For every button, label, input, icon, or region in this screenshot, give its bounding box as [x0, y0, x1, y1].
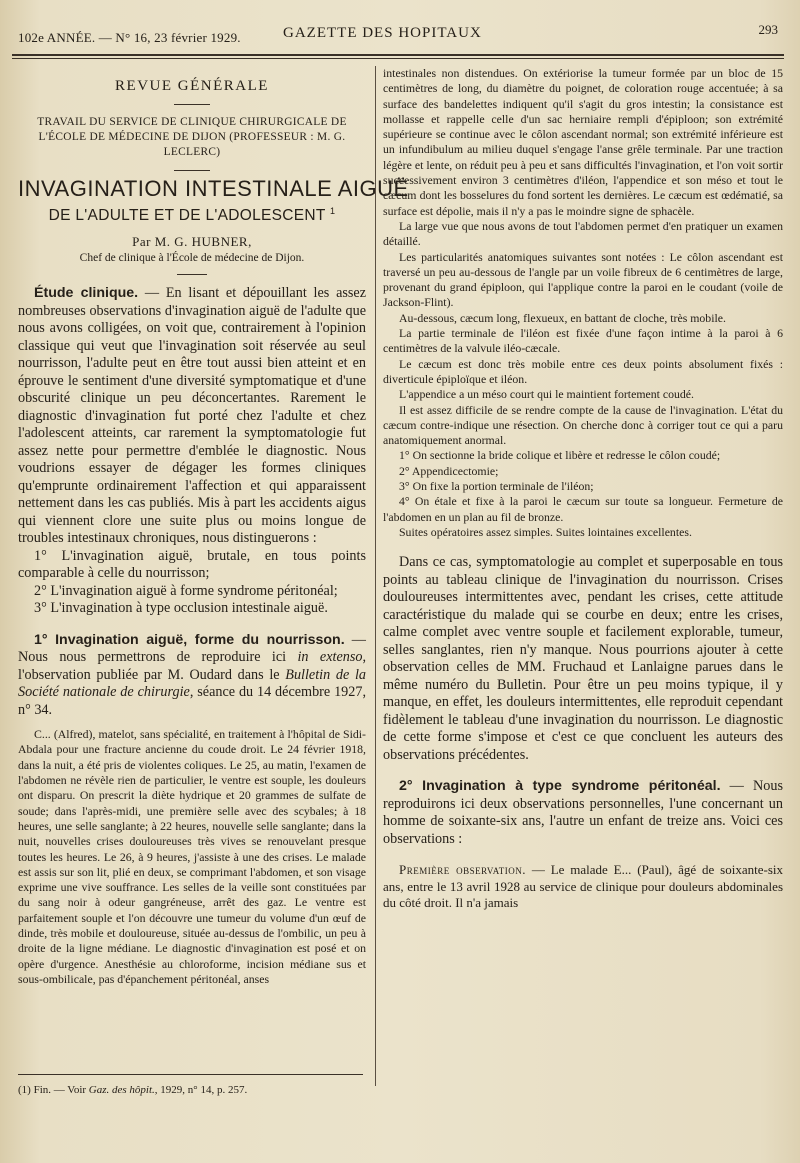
observation-label: Première observation. [399, 862, 526, 878]
operation-step: 2° Appendicectomie; [399, 463, 499, 478]
header-rule-thin [12, 58, 784, 59]
footnote-text: , 1929, n° 14, p. 257. [154, 1084, 248, 1096]
obs-paragraph: Il est assez difficile de se rendre compte de la cause de l'invagination. L'état du cæcum contre-indique une résection. On cherche donc à corriger tout ce qui a paru anatomiquement anormal. [383, 402, 783, 448]
subsection-2-heading: 2° Invagination à type syndrome péritonéal. [399, 778, 721, 795]
obs-paragraph: Suites opératoires assez simples. Suites lointaines excellentes. [399, 524, 692, 539]
obs-paragraph: Au-dessous, cæcum long, flexueux, en battant de cloche, très mobile. [399, 310, 726, 325]
first-observation [383, 862, 783, 912]
footnote-italic: Gaz. des hôpit. [88, 1084, 155, 1096]
footnote [18, 1084, 363, 1096]
operation-step: 1° On sectionne la bride colique et libère et redresse le côlon coudé; [399, 448, 721, 463]
sub1-italic: in extenso [297, 649, 363, 666]
sub1-text: , l'observation publiée par M. Oudard dans le [18, 649, 366, 683]
sub1-italic: Bulletin de la Société nationale de chirurgie [18, 666, 366, 701]
obs-paragraph: Le cæcum est donc très mobile entre ces deux points absolument fixés : diverticule épiploïque et iléon. [383, 356, 783, 386]
sub1-text: , séance du 14 décembre 1927, n° 34. [18, 684, 366, 718]
etude-text: — En lisant et dépouillant les assez nombreuses observations d'invagination aiguë de l'adulte que nous avons colligées, on voit que, contrairement à l'opinion classique qui veut que l'invagination soit réservée au seul nourrisson, l'adulte peut en être tout aussi bien atteint et en éprouve le sentiment d'une diversité symptomatique et d'une obscurité clinique un peu déconcertantes. Rarement le diagnostic d'invagination fut porté chez l'adulte et chez l'adolescent atteints, car rarement la symptomatologie fut assez nette pour permettre d'emblée le diagnostic. Nous voudrions essayer de dégager les formes cliniques qu'emprunte ordinairement l'affection et qui apparaissent nettement dans les cas publiés. Mis à part les accidents aigus qui viennent clore une suite plus ou moins longue de troubles intestinaux chroniques, nous distinguerons : [18, 285, 367, 547]
subsection-1-paragraph [18, 632, 366, 720]
affiliation-divider [174, 170, 210, 171]
observation-text: — Le malade E... (Paul), âgé de soixante-six ans, entre le 13 avril 1928 au service de clinique pour douleurs abdominales du côté droit. Il n'a jamais [383, 862, 783, 911]
form-item: 2° L'invagination aiguë à forme syndrome péritonéal; [34, 582, 338, 599]
subsection-1-heading: 1° Invagination aiguë, forme du nourrisson. [34, 631, 345, 648]
running-head [18, 22, 778, 46]
form-item: 3° L'invagination à type occlusion intestinale aiguë. [34, 600, 328, 617]
subsection-2-paragraph [383, 778, 783, 848]
obs-paragraph: L'appendice a un méso court qui le maintient fortement coudé. [399, 387, 694, 402]
form-item: 1° L'invagination aiguë, brutale, en tous points comparable à celle du nourrisson; [18, 547, 366, 582]
journal-title: GAZETTE DES HOPITAUX [283, 25, 482, 41]
obs-paragraph: La large vue que nous avons de tout l'abdomen permet d'en pratiquer un examen détaillé. [383, 218, 783, 249]
etude-paragraph [18, 285, 366, 548]
obs-paragraph: Les particularités anatomiques suivantes sont notées : Le côlon ascendant est traversé un peu au-dessous de l'angle par un voile fibreux de 6 centimètres de large, provenant du grand épiploon, qui l'applique contre la paroi en le coudant (voile de Jackson-Flint). [383, 249, 783, 310]
sub2-text: — Nous reproduirons ici deux observations personnelles, l'une concernant un homme de soixante-six ans, l'autre un enfant de treize ans. Voici ces observations : [383, 778, 783, 847]
sub1-text: — Nous nous permettrons de reproduire ici [18, 631, 366, 666]
section-divider [174, 104, 210, 105]
etude-heading: Étude clinique. [34, 285, 139, 302]
author-role: Chef de clinique à l'École de médecine de Dijon. [79, 252, 305, 265]
left-column [18, 66, 409, 987]
page-number: 293 [758, 22, 778, 37]
author: Par M. G. HUBNER, [132, 234, 252, 250]
commentary-paragraph: Dans ce cas, symptomatologie au complet et superposable en tous points au tableau clinique de l'invagination du nourrisson. Crises douloureuses intermittentes avec, pendant les crises, cette attitude caractéristique du malade qui se courbe en deux; entre les crises, calme complet avec ventre souple et facilement explorable, tumeur, selles sanglantes, rien n'y manque. Nous pourrions ajouter à cette observation celles de MM. Fruchaud et Lanlaigne parues dans le même numéro du Bulletin. Pour être un peu moins typique, il y manque, en effet, les douleurs intermittentes, elle reproduit cependant fidèlement le tableau d'une invagination du nourrisson. Le diagnostic de cette forme s'impose et c'est ce que concluent les auteurs des observations précédentes. [383, 554, 783, 763]
obs-paragraph: La partie terminale de l'iléon est fixée d'une façon intime à la paroi à 6 centimètres de la valvule iléo-cæcale. [383, 326, 783, 356]
observation-continued: intestinales non distendues. On extériorise la tumeur formée par un bloc de 15 centimètres de long, du diamètre du poignet, de coloration rouge accentuée; à sa surface des bandelettes indiquent qu'il s'agit du gros intestin; la consistance est mollasse et rappelle celle d'un sac herniaire rempli d'épiploon; son extrémité supérieure se continue avec le côlon ascendant normal; son extrémité inférieure est un infundibulum au milieu duquel s'engage l'anse grêle terminale. Par une traction légère et lente, on réduit peu à peu et sans difficultés l'invagination, et l'on voit sortir successivement environ 3 centimètres d'iléon, l'appendice et son méso et tout le cæcum dont les bosselures du fond sortent les dernières. Le cæcum est œdématié, sa surface est dépolie, mais il n'y a pas le moindre signe de sphacèle. [383, 66, 783, 218]
right-column [383, 66, 783, 912]
column-divider [375, 66, 376, 1086]
issue-info: 102e ANNÉE. — N° 16, 23 février 1929. [18, 30, 241, 45]
header-rule [12, 54, 784, 56]
observation-text: C... (Alfred), matelot, sans spécialité, en traitement à l'hôpital de Sidi-Abdala pour une fracture ancienne du coude droit. Le 24 février 1918, dans la nuit, a été pris de violentes coliques. Le 25, au matin, l'examen de l'abdomen ne révèle rien de particulier, le ventre est souple, les douleurs ont disparu. On prescrit la diète hydrique et 20 grammes de sulfate de soude; dans l'après-midi, une première selle avec des scybales; à 18 heures, une selle sanglante; à 22 heures, nouvelle selle sanglante; dans la nuit, nouvelles crises douloureuses très vives se renouvelant presque toutes les heures. Le 26, à 9 heures, j'assiste à une des crises. Le malade est assis sur son lit, plié en deux, se comprimant l'abdomen, et son visage exprime une vive souffrance. Les selles de la veille sont constituées par du sang noir à odeur gangréneuse, arrêt des gaz. Le ventre est parfaitement souple et l'on découvre une tumeur du volume d'un œuf de dinde, très mobile et douloureuse, située au-dessus de l'ombilic, un peu à droite de la ligne médiane. Le diagnostic d'invagination est posé et on opère d'urgence. Anesthésie au chloroforme, incision médiane sus et sous-ombilicale, pas d'épanchement péritonéal, anses [18, 727, 366, 986]
footnote-rule [18, 1074, 363, 1075]
operation-step: 3° On fixe la portion terminale de l'iléon; [399, 479, 594, 494]
operation-step: 4° On étale et fixe à la paroi le cæcum sur toute sa longueur. Fermeture de l'abdomen en un plan au fil de bronze. [383, 494, 783, 524]
article-title: INVAGINATION INTESTINALE AIGUË [18, 176, 409, 201]
footnote-text: (1) Fin. — Voir [18, 1084, 89, 1096]
subtitle-text: DE L'ADULTE ET DE L'ADOLESCENT [48, 207, 326, 225]
affiliation: TRAVAIL DU SERVICE DE CLINIQUE CHIRURGICALE DE L'ÉCOLE DE MÉDECINE DE DIJON (PROFESSEUR : M. G. LECLERC) [37, 116, 347, 158]
section-heading: REVUE GÉNÉRALE [115, 78, 269, 94]
author-divider [177, 274, 207, 275]
title-footnote-marker: 1 [330, 206, 336, 216]
article-subtitle [18, 203, 366, 224]
